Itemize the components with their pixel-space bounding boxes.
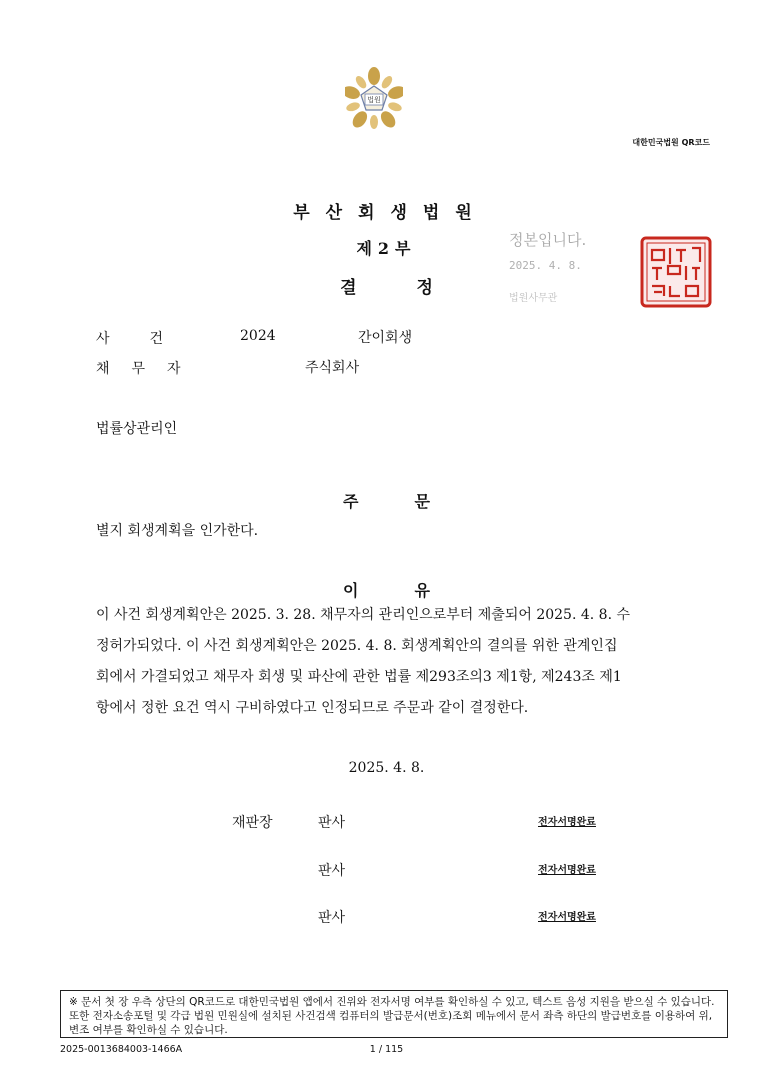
trustee-label: 법률상관리인 (96, 421, 178, 437)
certified-copy-text: 정본입니다. (509, 231, 587, 249)
page-number: 1 / 115 (369, 1044, 404, 1055)
order-text: 별지 회생계획을 인가한다. (96, 523, 259, 539)
judge-label-2: 판사 (318, 863, 346, 879)
issue-number: 2025-0013684003-1466A (60, 1044, 183, 1055)
judge-label-1: 판사 (318, 815, 346, 831)
red-seal-icon (640, 236, 712, 308)
reason-line-2: 정허가되었다. 이 사건 회생계획안은 2025. 4. 8. 회생계획안의 결의를 위한 관계인집 (96, 638, 618, 654)
court-emblem (345, 66, 403, 134)
case-label: 사건 (96, 331, 204, 347)
reason-line-3: 회에서 가결되었고 채무자 회생 및 파산에 관한 법률 제293조의3 제1항, 제243조 제1 (96, 669, 622, 685)
document-type: 결정 (340, 278, 493, 298)
decision-date: 2025. 4. 8. (348, 760, 425, 776)
court-officer-title: 법원사무관 (509, 293, 558, 304)
signature-status-1: 전자서명완료 (538, 817, 596, 828)
presiding-judge-label: 재판장 (232, 815, 273, 831)
reason-line-4: 항에서 정한 요건 역시 구비하였다고 인정되므로 주문과 같이 결정한다. (96, 700, 529, 716)
judge-label-3: 판사 (318, 910, 346, 926)
official-seal (640, 236, 712, 308)
case-type: 간이회생 (358, 330, 413, 346)
certified-date: 2025. 4. 8. (509, 259, 582, 272)
verification-notice: ※ 문서 첫 장 우측 상단의 QR코드로 대한민국법원 앱에서 진위와 전자서명 여부를 확인하실 수 있고, 텍스트 음성 지원을 받으실 수 있습니다. 또한 전자소송포털 및 각급 법원 민원실에 설치된 사건검색 컴퓨터의 발급문서(번호)조회 메뉴에서 문서 좌측 하단의 발급번호를 이용하여 위,변조 여부를 확인하실 수 있습니다. (60, 990, 728, 1038)
reason-heading: 이유 (343, 581, 486, 600)
order-heading: 주문 (343, 492, 486, 511)
qr-code-label: 대한민국법원 QR코드 (632, 138, 710, 147)
signature-status-2: 전자서명완료 (538, 865, 596, 876)
division: 제2부 (356, 239, 417, 258)
case-year: 2024 (240, 328, 276, 344)
debtor-label: 채무자 (96, 361, 203, 377)
signature-status-3: 전자서명완료 (538, 912, 596, 923)
reason-line-1: 이 사건 회생계획안은 2025. 3. 28. 채무자의 관리인으로부터 제출되어 2025. 4. 8. 수 (96, 607, 630, 623)
emblem-text: 법원 (367, 96, 381, 104)
court-name: 부산회생법원 (293, 203, 488, 223)
debtor-name: 주식회사 (305, 360, 360, 376)
